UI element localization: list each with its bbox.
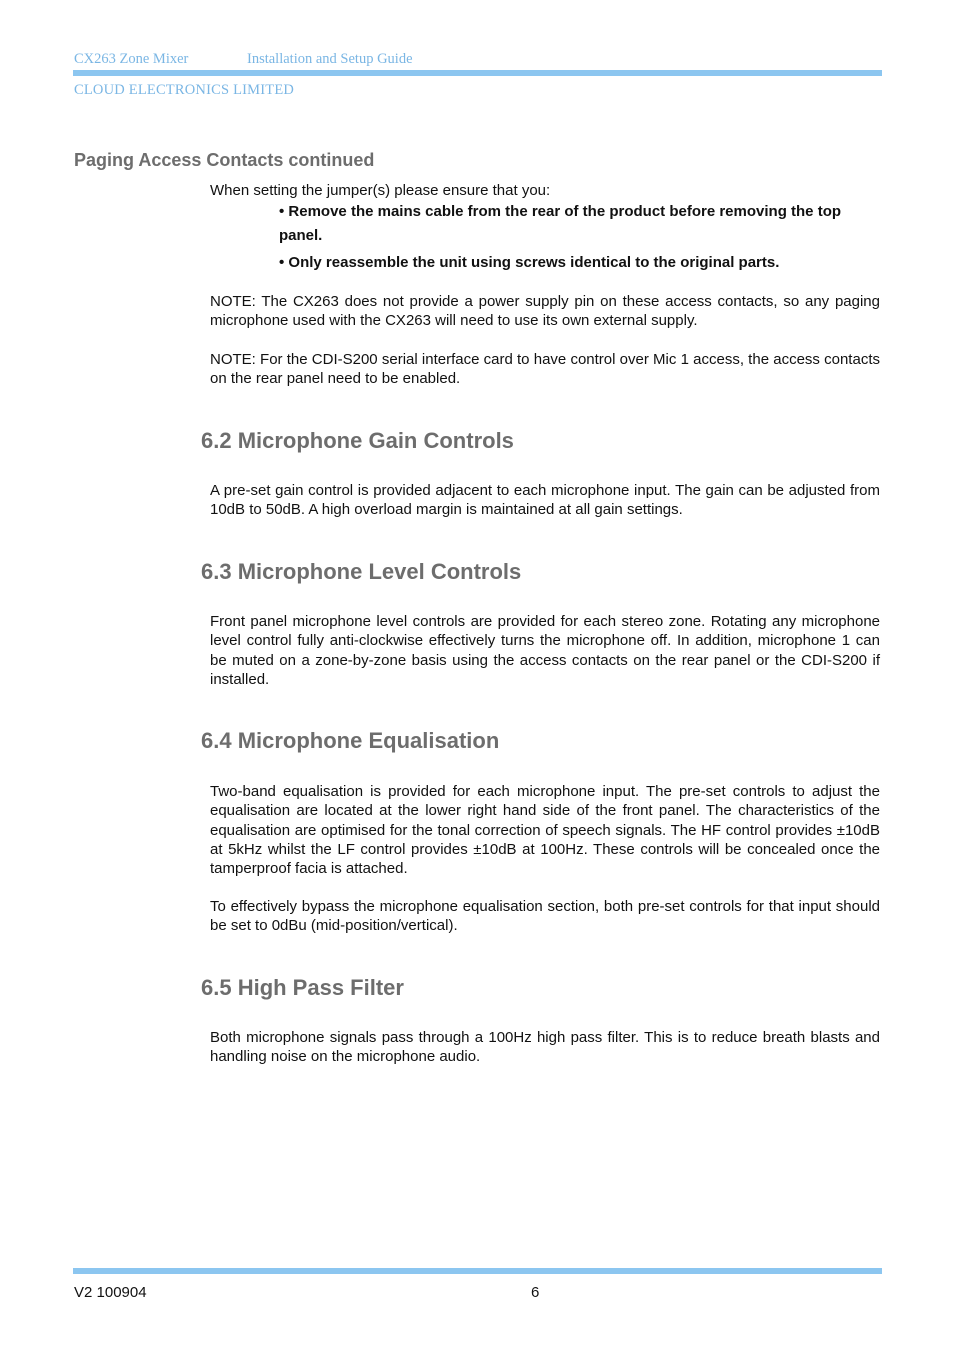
footer-rule [73,1268,882,1274]
section-6-5-heading: 6.5 High Pass Filter [201,975,404,1000]
section-6-4-heading: 6.4 Microphone Equalisation [201,728,500,753]
paging-heading: Paging Access Contacts continued [74,150,375,170]
header-product: CX263 Zone Mixer [74,51,189,67]
footer-version: V2 100904 [74,1284,147,1301]
section-6-4-text-1: Two-band equalisation is provided for each microphone input. The pre-set controls to adjust the equalisation are located at the lower right hand side of the front panel. The characteristics of the equalisation are optimised for the tonal correction of speech signals. The HF control provides ±10dB at 5kHz whilst the LF control provides ±10dB at 100Hz. These controls will be concealed once the tamperproof facia is attached. [210,783,880,878]
header-rule [73,70,882,76]
section-6-5-text: Both microphone signals pass through a 100Hz high pass filter. This is to reduce breath blasts and handling noise on the microphone audio. [210,1029,880,1066]
header-guide-title: Installation and Setup Guide [247,51,413,67]
page-number: 6 [531,1284,540,1301]
paging-bullet-2: • Only reassemble the unit using screws identical to the original parts. [279,254,780,271]
paging-note-1: NOTE: The CX263 does not provide a power supply pin on these access contacts, so any paging microphone used with the CX263 will need to use its own external supply. [210,293,880,330]
section-6-4-text-2: To effectively bypass the microphone equalisation section, both pre-set controls for that input should be set to 0dBu (mid-position/vertical). [210,898,880,935]
section-6-2-text: A pre-set gain control is provided adjacent to each microphone input. The gain can be adjusted from 10dB to 50dB. A high overload margin is maintained at all gain settings. [210,482,880,519]
paging-intro: When setting the jumper(s) please ensure that you: [210,182,551,199]
section-6-3-heading: 6.3 Microphone Level Controls [201,559,522,584]
paging-note-2: NOTE: For the CDI-S200 serial interface card to have control over Mic 1 access, the access contacts on the rear panel need to be enabled. [210,351,880,388]
section-6-3-text: Front panel microphone level controls are provided for each stereo zone. Rotating any microphone level control fully anti-clockwise effectively turns the microphone off. In addition, microphone 1 can be muted on a zone-by-zone basis using the access contacts on the rear panel or the CDI-S200 if installed. [210,613,880,688]
header-company: CLOUD ELECTRONICS LIMITED [74,82,295,98]
section-6-2-heading: 6.2 Microphone Gain Controls [201,428,514,453]
paging-bullet-1: • Remove the mains cable from the rear of the product before removing the top panel. [279,203,842,244]
